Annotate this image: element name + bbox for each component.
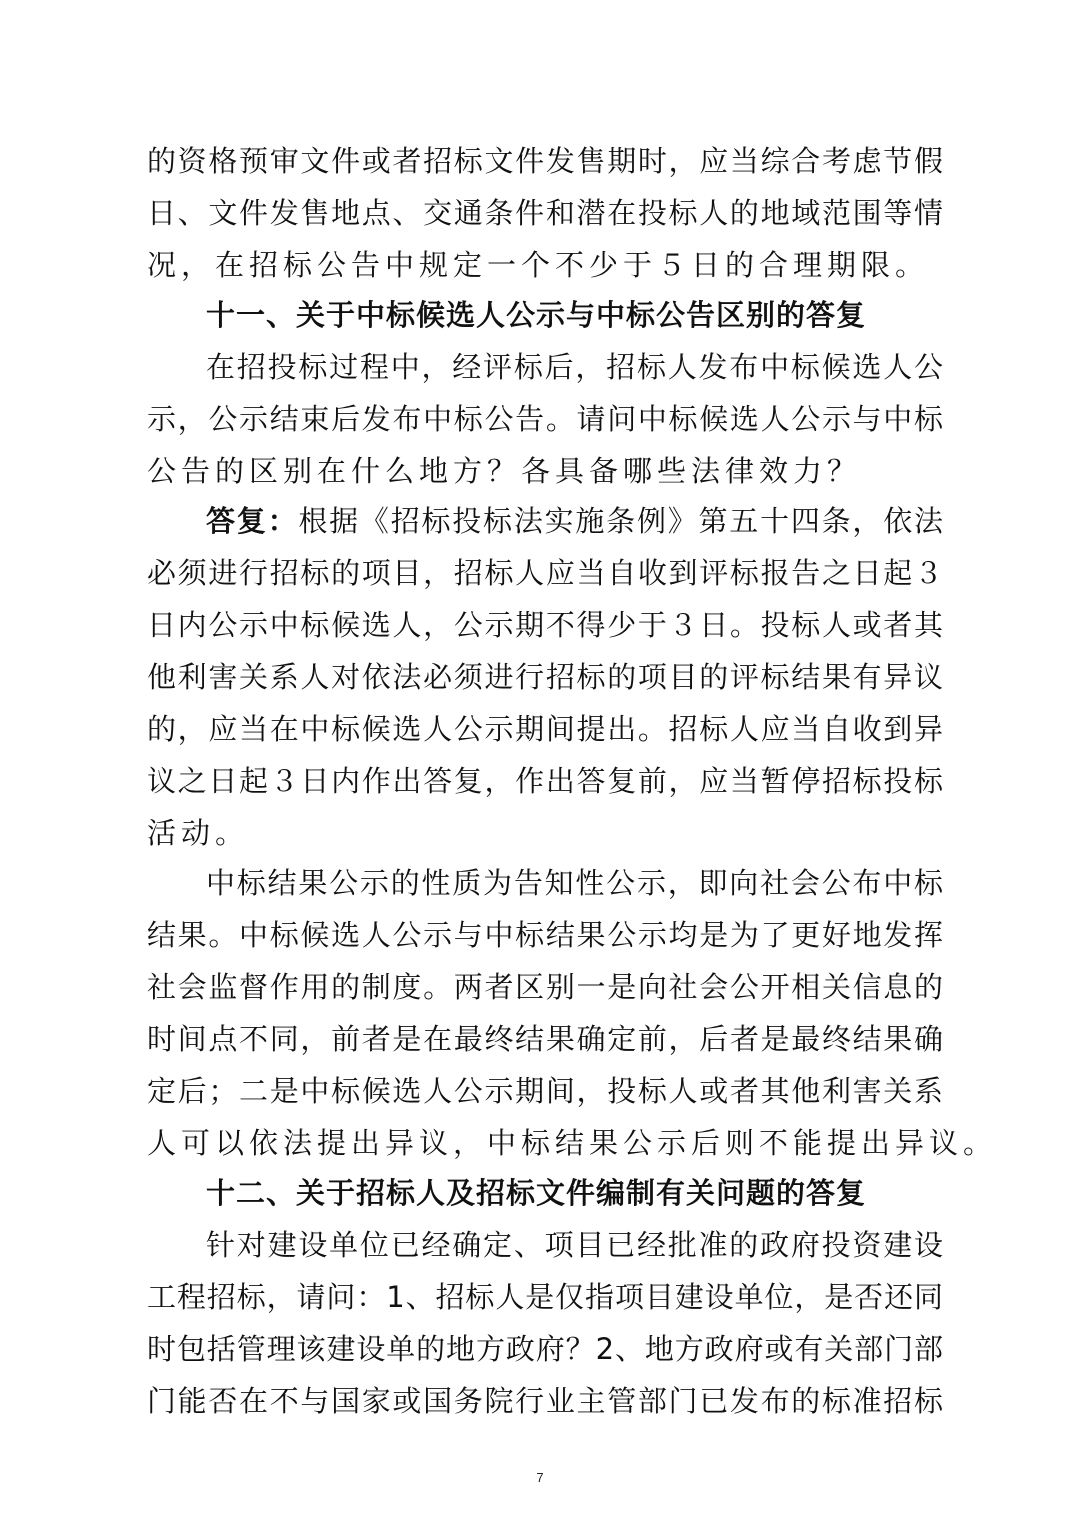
paragraph-line: 定后；二是中标候选人公示期间，投标人或者其他利害关系 bbox=[147, 1074, 943, 1108]
question-paragraph-line: 针对建设单位已经确定、项目已经批准的政府投资建设 bbox=[206, 1228, 943, 1262]
paragraph-line: 结果。中标候选人公示与中标结果公示均是为了更好地发挥 bbox=[147, 918, 943, 952]
question-paragraph-line: 时包括管理该建设单的地方政府？2、地方政府或有关部门部 bbox=[147, 1332, 943, 1366]
answer-paragraph-line: 的，应当在中标候选人公示期间提出。招标人应当自收到异 bbox=[147, 712, 943, 746]
answer-paragraph-line: 必须进行招标的项目，招标人应当自收到评标报告之日起３ bbox=[147, 556, 943, 590]
paragraph-line: 的资格预审文件或者招标文件发售期时，应当综合考虑节假 bbox=[147, 144, 943, 178]
section-heading-11: 十一、关于中标候选人公示与中标公告区别的答复 bbox=[206, 298, 867, 332]
paragraph-line: 况，在招标公告中规定一个不少于５日的合理期限。 bbox=[147, 248, 930, 282]
paragraph-line: 社会监督作用的制度。两者区别一是向社会公开相关信息的 bbox=[147, 970, 943, 1004]
question-paragraph-line: 门能否在不与国家或国务院行业主管部门已发布的标准招标 bbox=[147, 1384, 943, 1418]
answer-label: 答复： bbox=[206, 504, 299, 538]
answer-paragraph-line: 日内公示中标候选人，公示期不得少于３日。投标人或者其 bbox=[147, 608, 943, 642]
answer-first-line bbox=[206, 494, 943, 548]
paragraph-line: 中标结果公示的性质为告知性公示，即向社会公布中标 bbox=[206, 866, 943, 900]
paragraph-line: 时间点不同，前者是在最终结果确定前，后者是最终结果确 bbox=[147, 1022, 943, 1056]
answer-paragraph-line: 议之日起３日内作出答复，作出答复前，应当暂停招标投标 bbox=[147, 764, 943, 798]
question-paragraph-line: 在招投标过程中，经评标后，招标人发布中标候选人公 bbox=[206, 350, 943, 384]
answer-text: 根据《招标投标法实施条例》第五十四条，依法 bbox=[298, 504, 943, 538]
paragraph-line: 日、文件发售地点、交通条件和潜在投标人的地域范围等情 bbox=[147, 196, 943, 230]
paragraph-line: 人可以依法提出异议，中标结果公示后则不能提出异议。 bbox=[147, 1126, 998, 1160]
question-paragraph-line: 示，公示结束后发布中标公告。请问中标候选人公示与中标 bbox=[147, 402, 943, 436]
question-paragraph-line: 工程招标，请问：1、招标人是仅指项目建设单位，是否还同 bbox=[147, 1280, 943, 1314]
question-paragraph-line: 公告的区别在什么地方？各具备哪些法律效力？ bbox=[147, 454, 862, 488]
answer-paragraph-line: 活动。 bbox=[147, 816, 250, 850]
section-heading-12: 十二、关于招标人及招标文件编制有关问题的答复 bbox=[206, 1176, 867, 1210]
answer-paragraph-line: 他利害关系人对依法必须进行招标的项目的评标结果有异议 bbox=[147, 660, 943, 694]
page-number: 7 bbox=[536, 1470, 544, 1485]
